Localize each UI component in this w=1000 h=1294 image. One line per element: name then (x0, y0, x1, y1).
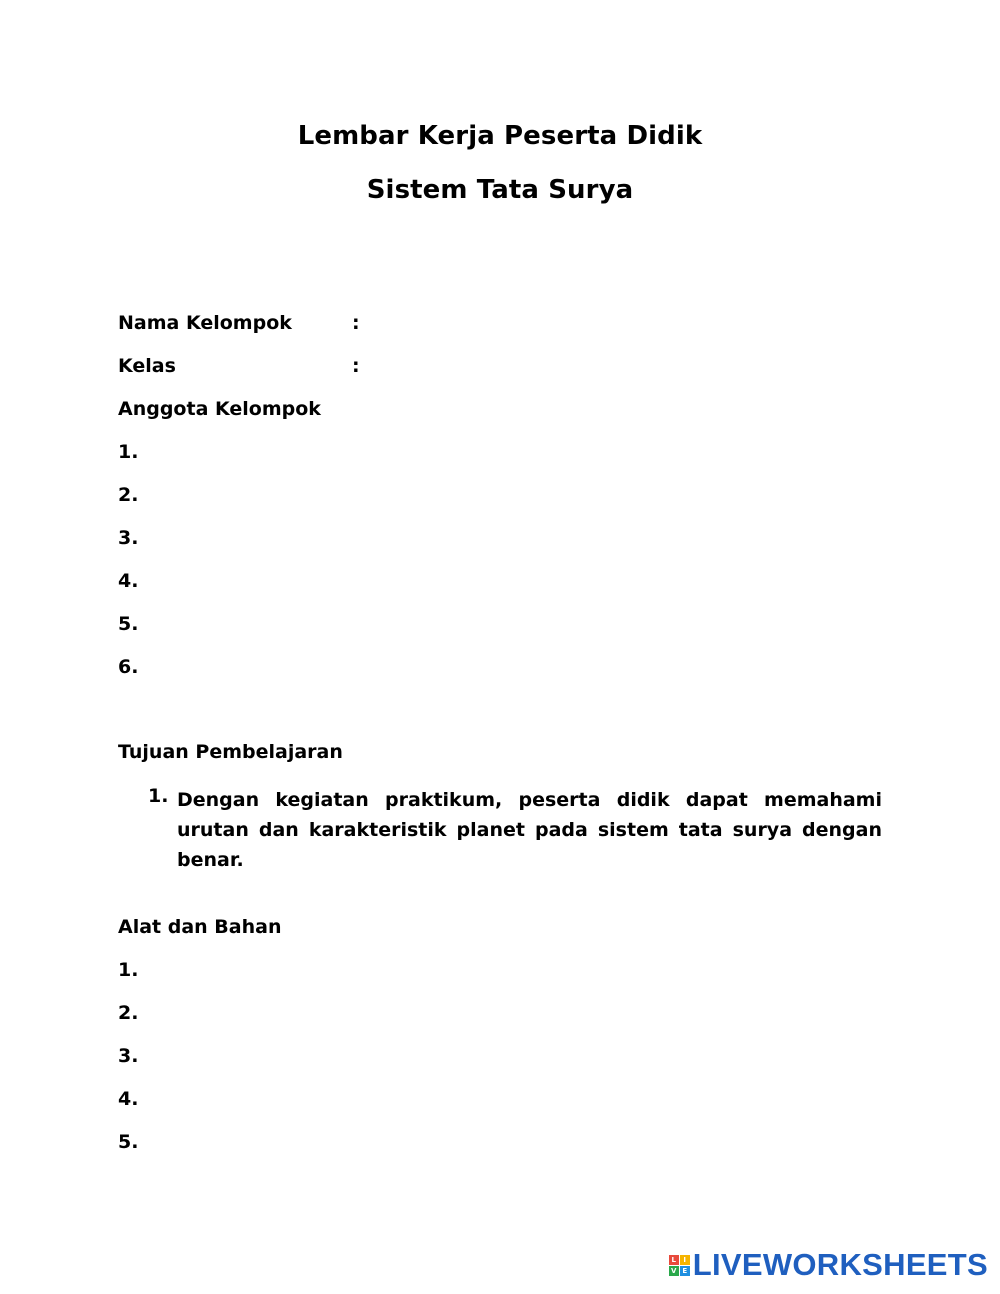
member-number: 1. (118, 441, 139, 463)
class-colon: : (352, 355, 360, 377)
materials-heading: Alat dan Bahan (118, 916, 282, 938)
group-name-label: Nama Kelompok (118, 312, 292, 334)
logo-block: L (669, 1255, 679, 1265)
member-number: 5. (118, 613, 139, 635)
material-number: 1. (118, 959, 139, 981)
page-title: Lembar Kerja Peserta Didik (297, 121, 703, 151)
objectives-heading: Tujuan Pembelajaran (118, 741, 343, 763)
liveworksheets-logo[interactable] (669, 1247, 988, 1283)
logo-block: E (680, 1266, 690, 1276)
logo-block: V (669, 1266, 679, 1276)
member-number: 3. (118, 527, 139, 549)
class-label: Kelas (118, 355, 176, 377)
objective-text: Dengan kegiatan praktikum, peserta didik dapat memahami urutan dan karakteristik planet pada sistem tata surya dengan benar. (177, 789, 882, 871)
material-number: 5. (118, 1131, 139, 1153)
member-number: 6. (118, 656, 139, 678)
logo-block: I (680, 1255, 690, 1265)
logo-text: LIVEWORKSHEETS (692, 1247, 988, 1282)
group-name-colon: : (352, 312, 360, 334)
members-heading: Anggota Kelompok (118, 398, 321, 420)
material-number: 4. (118, 1088, 139, 1110)
page-subtitle: Sistem Tata Surya (366, 175, 634, 205)
material-number: 3. (118, 1045, 139, 1067)
objective-number: 1. (148, 785, 169, 807)
member-number: 4. (118, 570, 139, 592)
material-number: 2. (118, 1002, 139, 1024)
member-number: 2. (118, 484, 139, 506)
logo-mark-icon (669, 1255, 690, 1276)
